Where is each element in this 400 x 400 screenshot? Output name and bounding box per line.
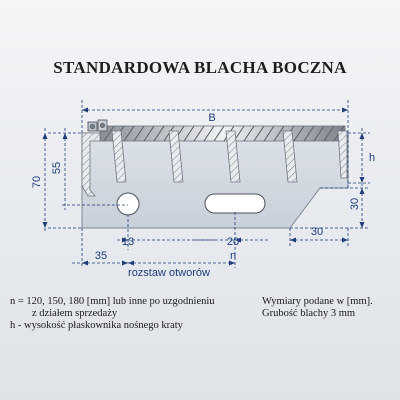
dim-h: h xyxy=(368,152,376,164)
round-hole xyxy=(117,193,139,215)
dim-30-horizontal: 30 xyxy=(310,226,324,238)
dim-b: B xyxy=(208,112,216,124)
dim-55: 55 xyxy=(51,161,63,175)
dim-13: 13 xyxy=(121,236,135,248)
note-h-desc: h - wysokość płaskownika nośnego kraty xyxy=(10,320,183,331)
note-units: Wymiary podane w [mm]. xyxy=(262,296,373,307)
twisted-cross-bar xyxy=(100,126,345,141)
dim-70: 70 xyxy=(31,175,43,189)
dim-n: n xyxy=(229,250,237,262)
slotted-hole xyxy=(205,194,265,213)
notes-right xyxy=(262,296,398,320)
note-n-values: n = 120, 150, 180 [mm] lub inne po uzgodnieniu xyxy=(10,296,215,307)
clip-nuts xyxy=(88,120,107,131)
dim-30-vertical: 30 xyxy=(349,197,361,211)
note-n-values-cont: z działem sprzedaży xyxy=(32,308,118,319)
note-thickness: Grubość blachy 3 mm xyxy=(262,308,356,319)
dim-20: 20 xyxy=(226,236,240,248)
hole-spacing-label: rozstaw otworów xyxy=(128,267,210,279)
notes-left xyxy=(10,296,260,332)
dim-35: 35 xyxy=(94,250,108,262)
page-title: STANDARDOWA BLACHA BOCZNA xyxy=(53,58,347,77)
